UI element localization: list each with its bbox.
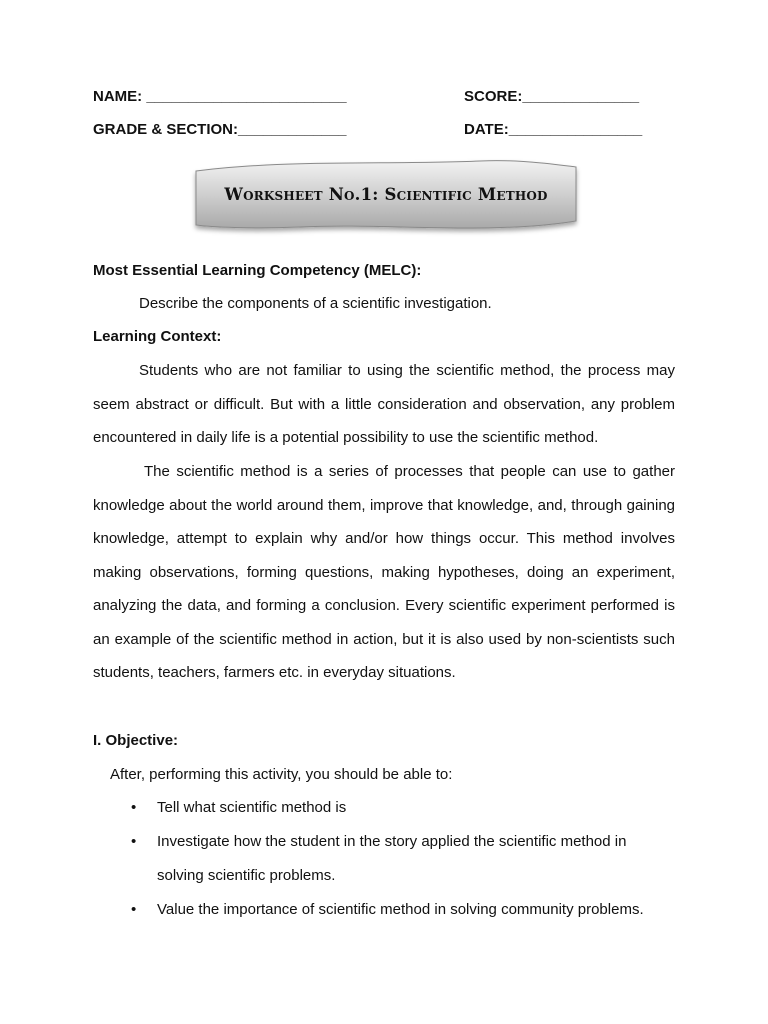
objective-item-text: Value the importance of scientific method in solving community problems. bbox=[157, 901, 644, 918]
bullet-icon: • bbox=[131, 799, 137, 816]
learning-context-heading: Learning Context: bbox=[93, 328, 222, 345]
context-paragraph-2 bbox=[93, 455, 675, 690]
worksheet-title-banner bbox=[190, 155, 582, 237]
list-item bbox=[131, 893, 691, 927]
objective-item-text: Investigate how the student in the story applied the scientific method in solving scientific problems. bbox=[157, 833, 627, 884]
list-item bbox=[131, 825, 691, 893]
melc-heading: Most Essential Learning Competency (MELC): bbox=[93, 262, 422, 279]
objective-item-text: Tell what scientific method is bbox=[157, 799, 347, 816]
melc-text: Describe the components of a scientific investigation. bbox=[139, 295, 492, 312]
bullet-icon: • bbox=[131, 833, 137, 850]
objective-heading: I. Objective: bbox=[93, 732, 179, 749]
bullet-icon: • bbox=[131, 901, 137, 918]
name-field-label: NAME: ________________________ bbox=[93, 88, 347, 105]
objective-intro: After, performing this activity, you should be able to: bbox=[110, 766, 453, 783]
context-paragraph-1 bbox=[93, 354, 675, 455]
score-field-label: SCORE:______________ bbox=[464, 88, 640, 105]
worksheet-title: Worksheet No.1: Scientific Method bbox=[224, 185, 548, 204]
context-paragraph-2-text: The scientific method is a series of processes that people can use to gather knowledge about the world around them, improve that knowledge, and, through gaining knowledge, attempt to explain why and/or how things occur. This method involves making observations, forming questions, making hypotheses, doing an experiment, analyzing the data, and forming a conclusion. Every scientific experiment performed is an example of the scientific method in action, but it is also used by non-scientists such students, teachers, farmers etc. in everyday situations. bbox=[93, 463, 675, 681]
date-field-label: DATE:________________ bbox=[464, 121, 643, 138]
context-paragraph-1-text: Students who are not familiar to using the scientific method, the process may seem abstract or difficult. But with a little consideration and observation, any problem encountered in daily life is a potential possibility to use the scientific method. bbox=[93, 362, 675, 446]
list-item bbox=[131, 791, 691, 825]
grade-section-field-label: GRADE & SECTION:_____________ bbox=[93, 121, 347, 138]
objective-list bbox=[131, 791, 691, 927]
